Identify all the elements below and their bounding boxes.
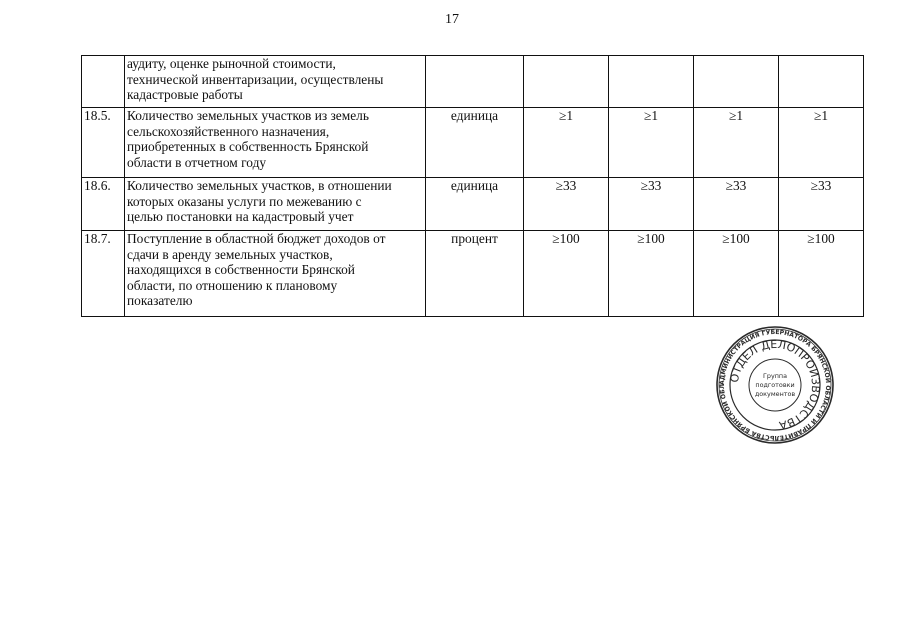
description-line: технической инвентаризации, осуществлены — [127, 71, 384, 87]
description-line: целью постановки на кадастровый учет — [127, 209, 354, 225]
description-line: Количество земельных участков, в отношении — [127, 178, 392, 193]
table-row — [82, 178, 864, 231]
value-cell: ≥33 — [524, 178, 609, 231]
stamp-outer-text: АДМИНИСТРАЦИЯ ГУБЕРНАТОРА БРЯНСКОЙ ОБЛАСТИ И ПРАВИТЕЛЬСТВА БРЯНСКОЙ ОБЛ — [718, 328, 832, 442]
table-row — [82, 108, 864, 178]
row-number: 18.5. — [82, 108, 125, 178]
indicator-description — [125, 231, 426, 317]
indicator-description — [125, 56, 426, 108]
indicator-description — [125, 108, 426, 178]
unit-cell: процент — [426, 231, 524, 317]
unit-cell — [426, 56, 524, 108]
value-cell: ≥1 — [524, 108, 609, 178]
description-line: которых оказаны услуги по межеванию с — [127, 193, 362, 209]
description-line: находящихся в собственности Брянской — [127, 262, 355, 278]
value-cell: ≥33 — [609, 178, 694, 231]
value-cell — [694, 56, 779, 108]
row-number: 18.6. — [82, 178, 125, 231]
indicator-description — [125, 178, 426, 231]
stamp-ring-text: ОТДЕЛ ДЕЛОПРОИЗВОДСТВА — [727, 337, 823, 432]
value-cell — [779, 56, 864, 108]
description-line: показателю — [127, 293, 193, 309]
description-line: кадастровые работы — [127, 87, 243, 103]
table-row — [82, 56, 864, 108]
value-cell — [609, 56, 694, 108]
value-cell: ≥100 — [609, 231, 694, 317]
value-cell: ≥1 — [779, 108, 864, 178]
value-cell: ≥100 — [524, 231, 609, 317]
value-cell: ≥1 — [609, 108, 694, 178]
value-cell — [524, 56, 609, 108]
value-cell: ≥100 — [779, 231, 864, 317]
value-cell: ≥1 — [694, 108, 779, 178]
unit-cell: единица — [426, 108, 524, 178]
stamp-center-line: Группа — [762, 372, 788, 380]
value-cell: ≥100 — [694, 231, 779, 317]
row-number — [82, 56, 125, 108]
description-line: Количество земельных участков из земель — [127, 108, 369, 123]
stamp-seal — [715, 325, 835, 445]
value-cell: ≥33 — [779, 178, 864, 231]
official-stamp — [715, 325, 835, 445]
description-line: Поступление в областной бюджет доходов от — [127, 231, 386, 246]
description-line: приобретенных в собственность Брянской — [127, 139, 369, 155]
value-cell: ≥33 — [694, 178, 779, 231]
page-number: 17 — [445, 12, 459, 27]
description-line: аудиту, оценке рыночной стоимости, — [127, 56, 336, 71]
description-line: сельскохозяйственного назначения, — [127, 123, 330, 139]
table-row — [82, 231, 864, 317]
description-line: области, по отношению к плановому — [127, 277, 338, 293]
row-number: 18.7. — [82, 231, 125, 317]
indicators-table — [81, 55, 864, 317]
description-line: области в отчетном году — [127, 154, 267, 170]
description-line: сдачи в аренду земельных участков, — [127, 246, 333, 262]
stamp-center-line: подготовки — [755, 381, 795, 389]
stamp-center-line: документов — [754, 390, 796, 398]
unit-cell: единица — [426, 178, 524, 231]
